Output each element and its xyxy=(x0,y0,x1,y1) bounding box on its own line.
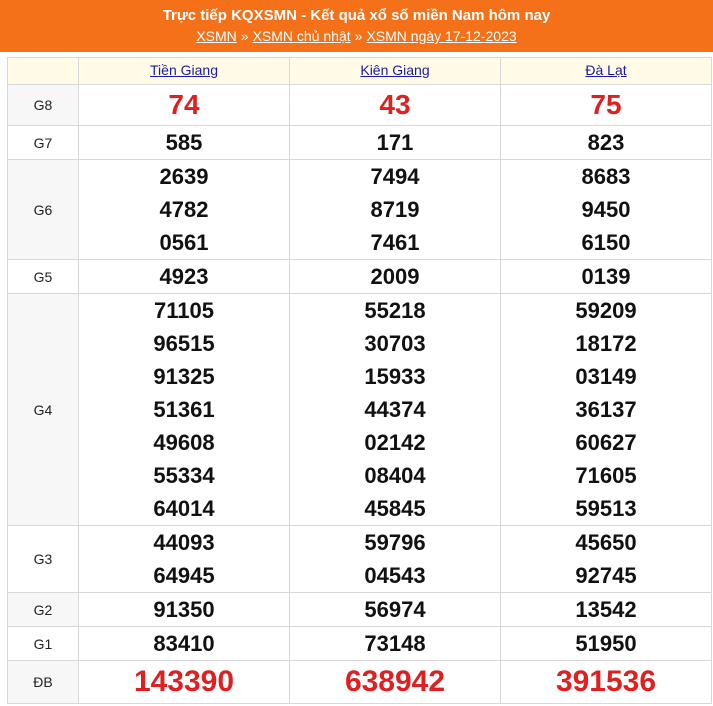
prize-rows xyxy=(8,85,712,704)
result-cell xyxy=(79,85,290,126)
result-number: 55218 xyxy=(364,298,426,323)
result-cell xyxy=(79,294,290,526)
result-number: 73148 xyxy=(364,631,426,656)
result-number: 83410 xyxy=(153,631,215,656)
result-number: 56974 xyxy=(364,597,426,622)
result-cell xyxy=(501,294,712,526)
result-cell xyxy=(501,126,712,160)
prize-label: ĐB xyxy=(8,661,79,704)
result-cell xyxy=(501,160,712,260)
result-cell xyxy=(290,661,501,704)
result-number: 7494 xyxy=(370,164,420,189)
prize-row xyxy=(8,627,712,661)
result-number: 71105 xyxy=(154,298,214,323)
result-number: 71605 xyxy=(575,463,637,488)
result-cell xyxy=(501,260,712,294)
result-number: 585 xyxy=(165,130,203,155)
result-number: 2009 xyxy=(370,264,420,289)
result-cell xyxy=(290,126,501,160)
result-number: 08404 xyxy=(364,463,426,488)
result-number: 823 xyxy=(587,130,625,155)
result-number: 4923 xyxy=(159,264,209,289)
breadcrumb-separator: » xyxy=(354,28,363,44)
result-cell xyxy=(79,160,290,260)
result-number: 60627 xyxy=(575,430,637,455)
province-header xyxy=(290,58,501,85)
result-cell xyxy=(79,526,290,593)
result-number: 391536 xyxy=(555,665,657,698)
result-cell xyxy=(79,593,290,627)
prize-label: G4 xyxy=(8,294,79,526)
breadcrumb xyxy=(0,26,713,46)
breadcrumb-link-sunday[interactable]: XSMN chủ nhật xyxy=(252,28,351,44)
breadcrumb-separator: » xyxy=(240,28,249,44)
result-number: 15933 xyxy=(364,364,426,389)
prize-label: G1 xyxy=(8,627,79,661)
page-title: Trực tiếp KQXSMN - Kết quả xổ số miền Nam hôm nay xyxy=(162,7,551,24)
result-number: 171 xyxy=(376,130,414,155)
result-number: 04543 xyxy=(364,563,426,588)
result-number: 51361 xyxy=(153,397,215,422)
result-number: 59513 xyxy=(575,496,637,521)
prize-row xyxy=(8,661,712,704)
prize-label: G2 xyxy=(8,593,79,627)
prize-row xyxy=(8,593,712,627)
result-cell xyxy=(290,627,501,661)
result-number: 7461 xyxy=(370,230,420,255)
result-number: 49608 xyxy=(153,430,215,455)
result-number: 638942 xyxy=(344,665,446,698)
result-cell xyxy=(290,160,501,260)
province-link-kien-giang[interactable]: Kiên Giang xyxy=(360,62,430,78)
result-number: 18172 xyxy=(575,331,637,356)
breadcrumb-link-xsmn[interactable]: XSMN xyxy=(196,28,237,44)
prize-row xyxy=(8,294,712,526)
result-number: 0561 xyxy=(159,230,209,255)
prize-label: G8 xyxy=(8,85,79,126)
result-number: 0139 xyxy=(581,264,631,289)
result-number: 45650 xyxy=(575,530,637,555)
result-number: 44374 xyxy=(364,397,426,422)
result-cell xyxy=(79,661,290,704)
result-number: 02142 xyxy=(364,430,426,455)
result-number: 03149 xyxy=(575,364,637,389)
province-header xyxy=(501,58,712,85)
prize-label: G6 xyxy=(8,160,79,260)
table-header-row xyxy=(8,58,712,85)
prize-row xyxy=(8,260,712,294)
result-cell xyxy=(290,593,501,627)
result-cell xyxy=(79,126,290,160)
result-number: 143390 xyxy=(133,665,235,698)
result-number: 59209 xyxy=(575,298,637,323)
result-number: 91350 xyxy=(153,597,215,622)
result-cell xyxy=(501,627,712,661)
prize-row xyxy=(8,126,712,160)
result-number: 13542 xyxy=(575,597,637,622)
breadcrumb-link-date[interactable]: XSMN ngày 17-12-2023 xyxy=(366,28,517,44)
result-cell xyxy=(290,85,501,126)
result-number: 96515 xyxy=(153,331,215,356)
prize-row xyxy=(8,160,712,260)
result-cell xyxy=(290,260,501,294)
prize-row xyxy=(8,526,712,593)
result-number: 8683 xyxy=(581,164,631,189)
result-number: 36137 xyxy=(575,397,637,422)
result-cell xyxy=(501,85,712,126)
result-number: 30703 xyxy=(364,331,426,356)
result-number: 64014 xyxy=(153,496,215,521)
result-cell xyxy=(501,661,712,704)
result-number: 6150 xyxy=(581,230,631,255)
prize-row xyxy=(8,85,712,126)
page-header xyxy=(0,0,713,52)
result-number: 4782 xyxy=(159,197,209,222)
prize-label: G5 xyxy=(8,260,79,294)
result-cell xyxy=(501,593,712,627)
result-number: 92745 xyxy=(575,563,637,588)
result-number: 55334 xyxy=(153,463,215,488)
result-cell xyxy=(79,260,290,294)
result-number: 8719 xyxy=(370,197,420,222)
province-link-tien-giang[interactable]: Tiền Giang xyxy=(150,62,218,78)
result-cell xyxy=(501,526,712,593)
results-table xyxy=(7,57,712,704)
result-number: 51950 xyxy=(575,631,637,656)
result-number: 74 xyxy=(168,89,200,120)
prize-label: G3 xyxy=(8,526,79,593)
prize-label: G7 xyxy=(8,126,79,160)
result-number: 45845 xyxy=(364,496,426,521)
result-cell xyxy=(290,526,501,593)
header-corner-cell xyxy=(8,58,79,85)
result-number: 64945 xyxy=(153,563,215,588)
province-link-da-lat[interactable]: Đà Lạt xyxy=(585,62,627,78)
result-cell xyxy=(79,627,290,661)
result-number: 59796 xyxy=(364,530,426,555)
result-number: 43 xyxy=(379,89,411,120)
result-number: 75 xyxy=(590,89,622,120)
result-number: 9450 xyxy=(581,197,631,222)
result-cell xyxy=(290,294,501,526)
result-number: 2639 xyxy=(159,164,209,189)
province-header xyxy=(79,58,290,85)
result-number: 91325 xyxy=(153,364,215,389)
result-number: 44093 xyxy=(153,530,215,555)
